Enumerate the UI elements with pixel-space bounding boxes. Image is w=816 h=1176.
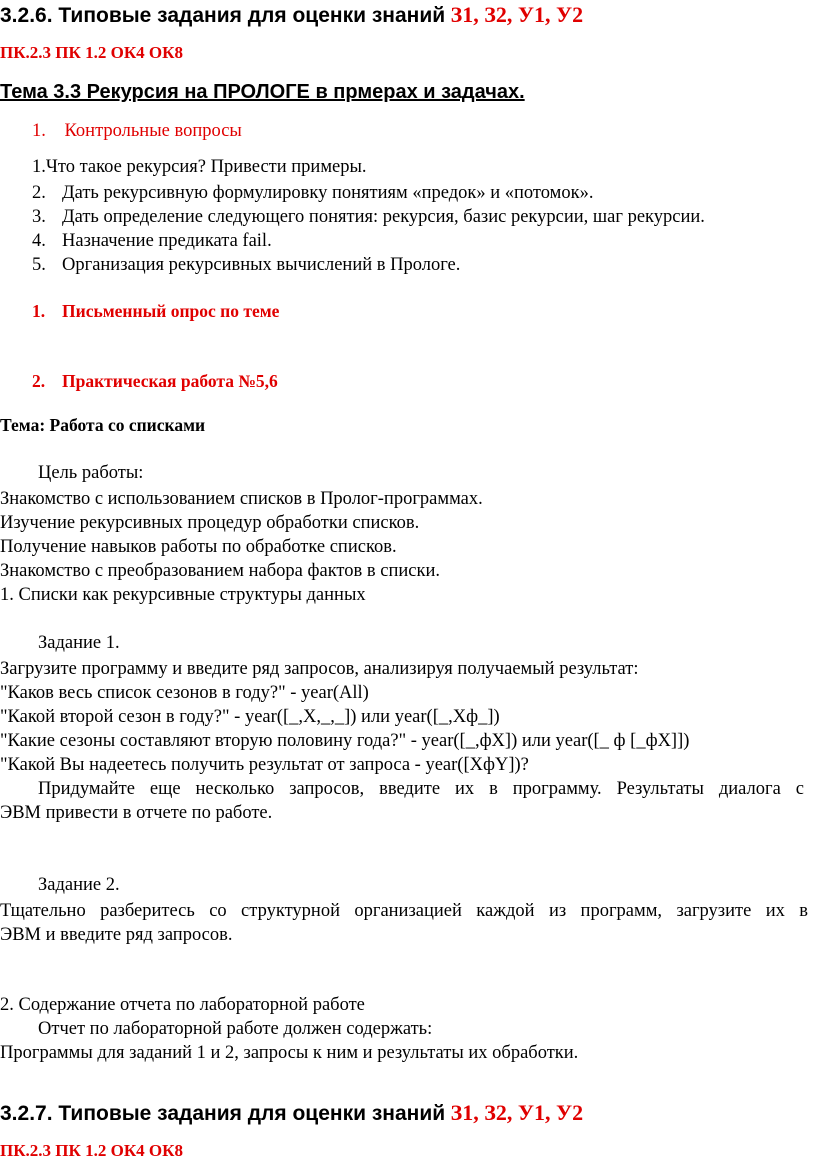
section-title-top	[0, 4, 583, 27]
list-item-label: Практическая работа №5,6	[62, 371, 278, 391]
question-text: Дать рекурсивную формулировку понятиям «предок» и «потомок».	[62, 183, 594, 203]
question-1	[32, 156, 367, 178]
task1-intro: Загрузите программу и введите ряд запросов, анализируя получаемый результат:	[0, 659, 639, 679]
list-item-number: 1.	[32, 301, 46, 321]
list-item-label: Письменный опрос по теме	[62, 301, 280, 321]
section-title-prefix: 3.2.7. Типовые задания для оценки знаний	[0, 1102, 446, 1125]
list-item-label: Контрольные вопросы	[64, 121, 242, 141]
competencies-top: ПК.2.3 ПК 1.2 ОК4 ОК8	[0, 43, 183, 62]
task2-line2: ЭВМ и введите ряд запросов.	[0, 925, 233, 945]
question-number: 3.	[32, 207, 46, 227]
question-4	[32, 230, 272, 252]
subsection-report: 2. Содержание отчета по лабораторной работе	[0, 995, 365, 1015]
work-topic: Тема: Работа со списками	[0, 415, 206, 435]
question-2	[32, 182, 594, 204]
task1-paragraph-line1: Придумайте еще несколько запросов, введите их в программу. Результаты диалога с	[38, 779, 804, 799]
task1-query-4: "Какой Вы надеетесь получить результат от запроса - year([XфY])?	[0, 755, 529, 775]
question-number: 4.	[32, 231, 46, 251]
goal-2: Изучение рекурсивных процедур обработки списков.	[0, 513, 420, 533]
list-item-practical-work	[32, 370, 278, 392]
competencies-bottom: ПК.2.3 ПК 1.2 ОК4 ОК8	[0, 1141, 183, 1160]
task1-query-1: "Каков весь список сезонов в году?" - year(All)	[0, 683, 369, 703]
question-text: 1.Что такое рекурсия? Привести примеры.	[32, 157, 367, 177]
task2-line1: Тщательно разберитесь со структурной организацией каждой из программ, загрузите их в	[0, 901, 808, 921]
section-title-codes: З1, З2, У1, У2	[450, 1100, 584, 1125]
task1-query-3: "Какие сезоны составляют вторую половину года?" - year([_,фX]) или year([_ ф [_фX]])	[0, 731, 690, 751]
goal-3: Получение навыков работы по обработке списков.	[0, 537, 397, 557]
goal-label: Цель работы:	[38, 463, 144, 483]
list-item-number: 2.	[32, 371, 46, 391]
question-3	[32, 206, 705, 228]
task1-paragraph-line2: ЭВМ привести в отчете по работе.	[0, 803, 273, 823]
list-item-control-questions	[32, 120, 242, 142]
task2-label: Задание 2.	[38, 875, 120, 895]
goal-4: Знакомство с преобразованием набора фактов в списки.	[0, 561, 440, 581]
question-text: Дать определение следующего понятия: рекурсия, базис рекурсии, шаг рекурсии.	[62, 207, 705, 227]
question-text: Организация рекурсивных вычислений в Прологе.	[62, 255, 461, 275]
question-text: Назначение предиката fail.	[62, 231, 272, 251]
section-title-bottom	[0, 1102, 583, 1125]
question-number: 2.	[32, 183, 46, 203]
section-title-codes: З1, З2, У1, У2	[450, 2, 584, 27]
goal-1: Знакомство с использованием списков в Пролог-программах.	[0, 489, 483, 509]
topic-title: Тема 3.3 Рекурсия на ПРОЛОГЕ в прмерах и задачах.	[0, 81, 525, 103]
report-line: Отчет по лабораторной работе должен содержать:	[38, 1019, 433, 1039]
list-item-number: 1.	[32, 121, 46, 141]
section-title-prefix: 3.2.6. Типовые задания для оценки знаний	[0, 4, 446, 27]
list-item-written-survey	[32, 300, 280, 322]
question-number: 5.	[32, 255, 46, 275]
question-5	[32, 254, 461, 276]
report-content: Программы для заданий 1 и 2, запросы к ним и результаты их обработки.	[0, 1043, 579, 1063]
subsection-lists: 1. Списки как рекурсивные структуры данных	[0, 585, 366, 605]
task1-query-2: "Какой второй сезон в году?" - year([_,X,_,_]) или year([_,Xф_])	[0, 707, 500, 727]
task1-label: Задание 1.	[38, 633, 120, 653]
